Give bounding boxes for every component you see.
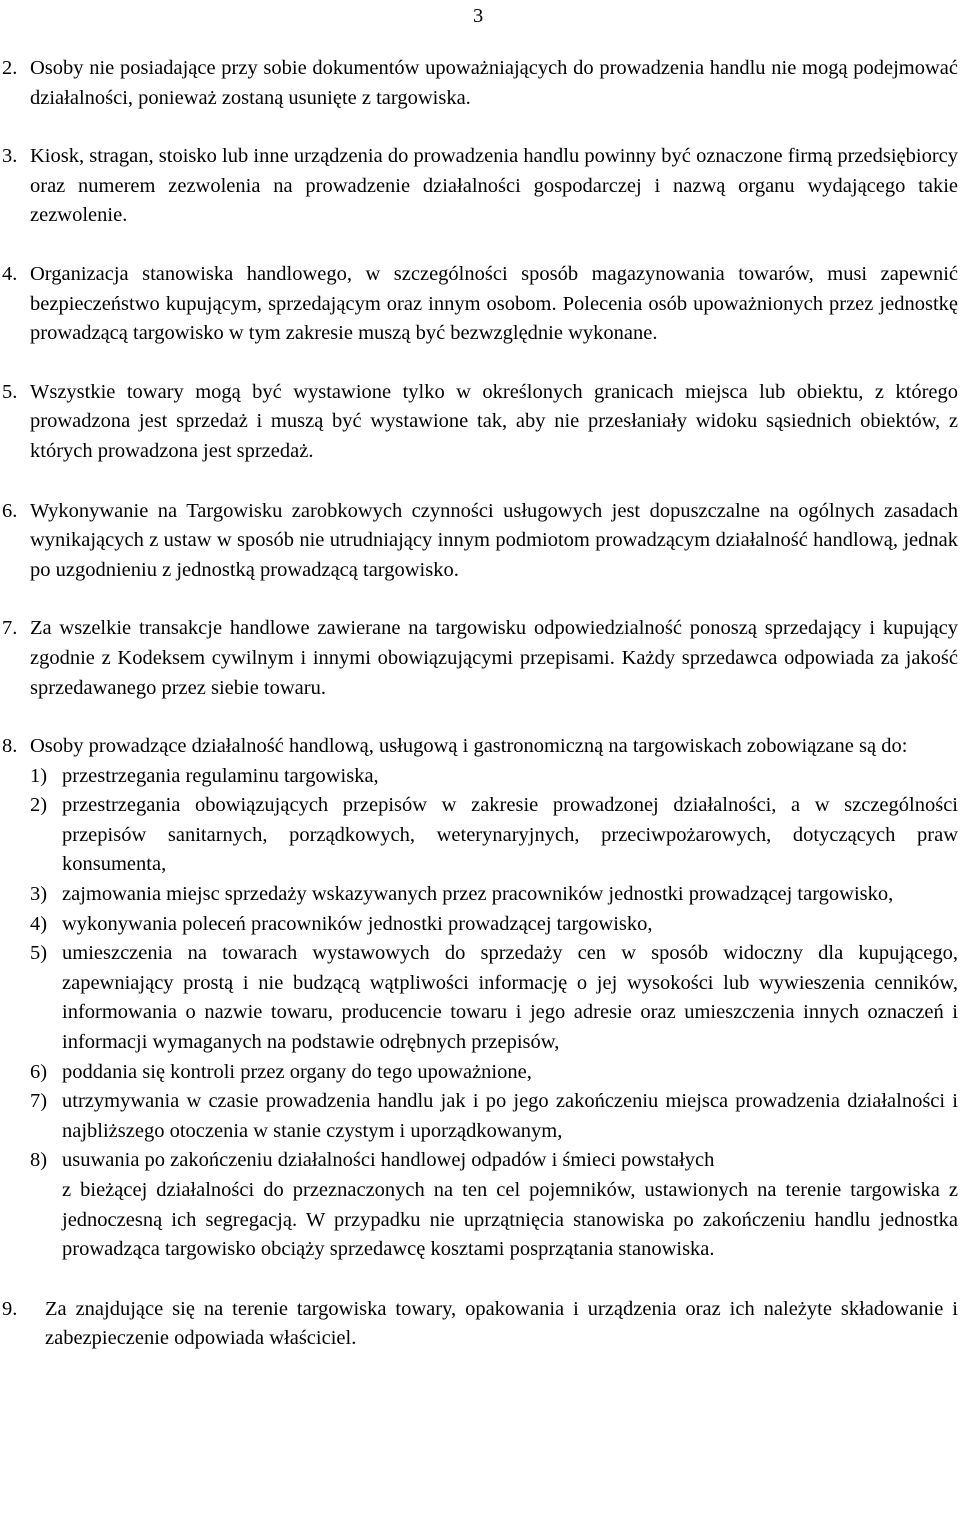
paragraph-text: Kiosk, stragan, stoisko lub inne urządzenia do prowadzenia handlu powinny być oznaczone firmą przedsiębiorcy oraz numerem zezwolenia na prowadzenie działalności gospodarczej i nazwą organu wydającego takie zezwolenie. [30,145,958,227]
paragraph-8 [2,732,958,1265]
list-item [30,910,958,940]
list-item-number: 5) [30,942,48,965]
list-item [30,1058,958,1088]
paragraph-number: 5. [2,380,18,403]
paragraph-text: Organizacja stanowiska handlowego, w szczególności sposób magazynowania towarów, musi zapewnić bezpieczeństwo kupującym, sprzedającym oraz innym osobom. Polecenia osób upoważnionych przez jednostkę prowadzącą targowisko w tym zakresie muszą być bezwzględnie wykonane. [30,262,958,345]
list-item-number: 2) [30,794,48,817]
list-item [30,1087,958,1146]
paragraph-text: Wykonywanie na Targowisku zarobkowych czynności usługowych jest dopuszczalne na ogólnych zasadach wynikających z ustaw w sposób nie utrudniający innym podmiotom prowadzącym działalność handlową, jednak po uzgodnieniu z jednostką prowadzącą targowisko. [30,499,958,581]
list-item-text: zajmowania miejsc sprzedaży wskazywanych przez pracowników jednostki prowadzącej targowisko, [62,883,894,906]
paragraph-text: Osoby nie posiadające przy sobie dokumentów upoważniających do prowadzenia handlu nie mogą podejmować działalności, ponieważ zostaną usunięte z targowiska. [30,57,958,109]
list-item-text [62,1146,958,1264]
paragraph-number: 2. [2,57,18,79]
paragraph-4 [2,260,958,349]
list-item [30,880,958,910]
paragraph-text: Za znajdujące się na terenie targowiska towary, opakowania i urządzenia oraz ich należyte składowanie i zabezpieczenie odpowiada właściciel. [45,1297,958,1350]
paragraph-text: Za wszelkie transakcje handlowe zawierane na targowisku odpowiedzialność ponoszą sprzedający i kupujący zgodnie z Kodeksem cywilnym i innymi obowiązującymi przepisami. Każdy sprzedawca odpowiada za jakość sprzedawanego przez siebie towaru. [30,617,958,699]
list-item-text: poddania się kontroli przez organy do tego upoważnione, [62,1060,532,1083]
list-item-number: 8) [30,1149,48,1172]
list-item-text-first-line: usuwania po zakończeniu działalności handlowej odpadów i śmieci powstałych [62,1149,715,1172]
page-number: 3 [473,5,484,27]
list-item [30,1146,958,1264]
paragraph-number: 6. [2,499,18,522]
paragraph-number: 8. [2,735,18,758]
paragraph-number: 7. [2,617,18,640]
list-item-number: 1) [30,764,48,787]
paragraph-9 [2,1295,958,1354]
paragraph-number: 4. [2,262,18,285]
list-item [30,791,958,880]
paragraph-number: 9. [2,1297,18,1320]
regulation-document [2,54,958,1354]
obligations-list [30,762,958,1265]
paragraph-6 [2,497,958,586]
list-item-text: umieszczenia na towarach wystawowych do sprzedaży cen w sposób widoczny dla kupującego, zapewniający prostą i nie budzącą wątpliwości informację o jej wysokości lub wywieszenia cenników, informowania o nazwie towaru, producencie towaru i jego adresie oraz umieszczenia innych oznaczeń i informacji wymaganych na podstawie odrębnych przepisów, [62,942,958,1054]
list-item-number: 7) [30,1090,48,1113]
list-item [30,939,958,1057]
paragraph-7 [2,614,958,703]
list-item-number: 6) [30,1060,48,1083]
paragraph-number: 3. [2,145,18,168]
list-item-number: 3) [30,883,48,906]
paragraph-text: Wszystkie towary mogą być wystawione tylko w określonych granicach miejsca lub obiektu, z którego prowadzona jest sprzedaż i muszą być wystawione tak, aby nie przesłaniały widoku sąsiednich obiektów, z których prowadzona jest sprzedaż. [30,380,958,462]
list-item-text: przestrzegania obowiązujących przepisów w zakresie prowadzonej działalności, a w szczególności przepisów sanitarnych, porządkowych, weterynaryjnych, przeciwpożarowych, dotyczących praw konsumenta, [62,794,958,876]
list-item-number: 4) [30,912,48,935]
list-item-text: utrzymywania w czasie prowadzenia handlu jak i po jego zakończeniu miejsca prowadzenia działalności i najbliższego otoczenia w stanie czystym i uporządkowanym, [62,1090,958,1142]
paragraph-3 [2,142,958,231]
paragraph-body [30,732,958,1265]
paragraph-5 [2,378,958,467]
list-item-text: wykonywania poleceń pracowników jednostki prowadzącej targowisko, [62,912,653,935]
list-item-text-continuation: z bieżącej działalności do przeznaczonych na ten cel pojemników, ustawionych na terenie targowiska z jednoczesną ich segregacją. W przypadku nie uprzątnięcia stanowiska po zakończeniu handlu jednostka prowadząca targowisko obciąży sprzedawcę kosztami posprzątania stanowiska. [62,1179,958,1261]
paragraph-text: Osoby prowadzące działalność handlową, usługową i gastronomiczną na targowiskach zobowiązane są do: [30,735,908,758]
list-item [30,762,958,792]
list-item-text: przestrzegania regulaminu targowiska, [62,764,379,787]
paragraph-2 [2,54,958,113]
